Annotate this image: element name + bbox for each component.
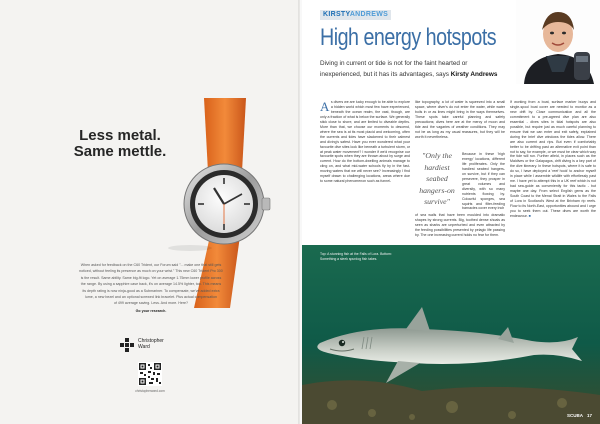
author-tag — [320, 10, 391, 20]
end-mark: ■ — [528, 213, 531, 218]
page-folio — [563, 413, 592, 418]
article-column-2-middle: Because in these 'high energy' locations, different life proliferates. Only the hardiest seabed hangers-on survive, but if they can persevere, they prosper in great volumes and diversity, with so many nutrients flowing by. Colourful sponges, sea squirts and filter-feeding barnacles cover every inch — [462, 152, 505, 211]
article-column-3 — [510, 100, 596, 219]
drop-cap: A — [320, 98, 330, 114]
christopher-ward-logo-icon — [120, 338, 134, 352]
author-first-name: KIRSTY — [323, 11, 350, 18]
ad-copy-line: lume, a new bezel and an optional screwed link bracelet. Plus actual compensation — [84, 295, 218, 300]
author-last-name: ANDREWS — [349, 11, 389, 18]
christopher-ward-logo[interactable] — [120, 337, 180, 353]
pull-quote: "Only the hardiest seabed hangers-on survive" — [419, 151, 455, 206]
shark-photo — [302, 245, 600, 424]
logo-line-2: Ward — [138, 344, 150, 350]
magazine-name: SCUBA — [566, 413, 583, 418]
christopher-ward-wordmark — [138, 339, 164, 350]
ad-body-copy — [20, 262, 282, 314]
standfirst-line-1: Diving in current or tide is not for the faint hearted or — [320, 60, 468, 67]
column-3-text: If working from a boat, surface marker buoys and single-spool boat cover are needed to monitor as a new drift by. Close communication and all the commitment to a pre-agreed dive plan are also essential - dives sites in tidal hotspots are also possible, but require just as much careful planning to ensure that we can enter and exit safely, explained during the brief dive windows the tides allow. There are also current and rips. But even if comfortably better to be drifting past an alternative exit point than not to say, for example, or we must be clear which way the tide will run. Further afield, in places such as the Maldives or the Galapagos, drift diving is a key part of the dive itinerary. In these hotspots, where it is safe to do so, I have deployed a 'reef hook' to anchor myself in place while I assemble wildlife with effortlessly past me. I have yet to attempt this in a UK reef which is not bad sea-guide as conveniently for this tactic - but maybe one day. From select English gems as the South Coast to the Menai Strait in Wales to the Falls of Lora in Scotland's West at the Brixham rip reefs. Flow to its North-East, opportunities abound and I urge you to seek them out. These dives are worth the endeavour. — [510, 100, 596, 218]
ad-copy-line: the range. By using a sapphire case back, it's on average 14.5% lighter, too. This means — [80, 282, 222, 287]
ad-headline-line-2: Same mettle. — [73, 143, 167, 160]
article-column-1 — [320, 100, 410, 184]
article-column-2-bottom: of sea walls that have been moulded into dramatic shapes by strong currents. Big, toothed dense shoals as seen as sharks are unperturbed and even attracted by the feeding possibilities presented by pelagic life passing by. The one increasing current holds no fear for them. — [415, 213, 505, 237]
ad-copy-line: is the result. Same ability. Same big-fit logo. Yet on average 1.75mm lower profile across — [80, 275, 222, 280]
ad-copy-line: of 499 average saving. Less. And more. Here? — [113, 301, 189, 306]
article-standfirst — [320, 59, 505, 80]
diver-portrait — [516, 0, 600, 84]
ad-copy-line: its depth rating is now ninja-good as a Submariner. To compensate, we've added extra — [82, 288, 220, 293]
article-column-2-top: like topography, a lot of water is squeezed into a small space, where diver's do not enter the water, while water boils in or as lines might bring in the ways themselves. These spots take careful planning and safety precautions; dives here are at the mercy of moon and tide and the vagaries of weather conditions. They may not be as long as my usual reassures, but they will be worth it nevertheless. — [415, 100, 505, 139]
column-1-text: s divers we are lucky enough to be able to explore a hidden world which most few have experienced, beneath the ocean realm, the vast, though, are only a fraction of what is below the surface. We generally stick close to shore, and are limited to diveable depths. More than that, we choose our moments to descend, where the sea is at its most placid and welcoming, often the currents and tides have slackened to their calmest and diving's safest. Have you ever wondered what your favourite dive sites look like beneath a turbulent storm, or at peak water movement? I wonder if we'd recognise our favourite spots when they are thrown about by surge and current. How do the bottom-dwelling animals manage to cling on, and what mid-water schools fly by in the fast-moving waters that we will never see? Increasingly I find myself drawn to challenging locations, areas where due to some natural phenomenon such as funnel- — [320, 100, 410, 184]
ad-headline-line-1: Less metal. — [79, 127, 161, 144]
logo-line-1: Christopher — [138, 338, 164, 345]
article-page — [302, 0, 600, 424]
ad-website[interactable]: christopherward.com — [135, 389, 165, 393]
ad-copy-line: noticed, without feeling its presence as much on your wrist." This new C60 Trident Pro 300 — [79, 269, 223, 274]
page-number: 17 — [586, 413, 592, 418]
standfirst-line-2: inexperienced, but it has its advantages, says — [320, 70, 449, 78]
qr-code-icon[interactable] — [138, 362, 162, 386]
article-headline: High energy hotspots — [320, 24, 497, 51]
ad-copy-line: When asked for feedback on the C60 Trident, our Forum said "... make one that still gets — [80, 263, 222, 267]
ad-call-to-action[interactable]: Go your research. — [135, 308, 167, 313]
photo-caption: Top: A stunning fish at the Falls of Lora. Bottom: Something a sleek spurdog fish takes. — [320, 252, 392, 261]
standfirst-author: Kirsty Andrews — [450, 70, 498, 78]
